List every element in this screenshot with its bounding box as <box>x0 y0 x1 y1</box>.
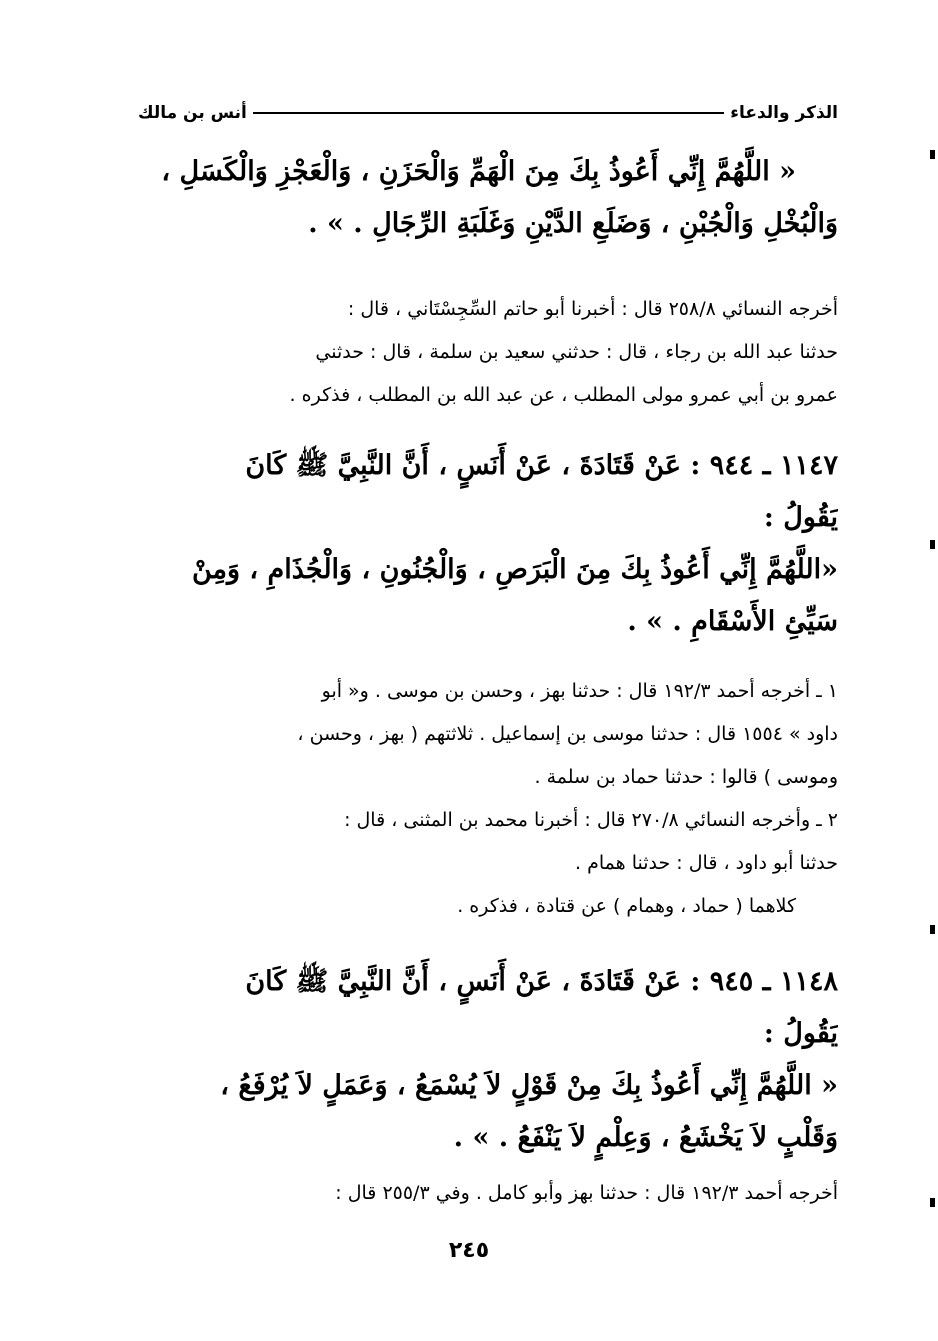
text-line: «اللَّهُمَّ إِنِّي أَعُوذُ بِكَ مِنَ الْبَرَصِ ، وَالْجُنُونِ ، وَالْجُذَامِ ، وَمِنْ <box>191 554 838 585</box>
text-line: عمرو بن أبي عمرو مولى المطلب ، عن عبد الله بن المطلب ، فذكره . <box>289 384 838 406</box>
margin-mark <box>930 150 935 159</box>
text-line: سَيِّئِ الأَسْقَامِ . » . <box>627 606 838 637</box>
hadith-number-line: ١١٤٨ ـ ٩٤٥ : عَنْ قَتَادَةَ ، عَنْ أَنَسٍ ، أَنَّ النَّبِيَّ ﷺ كَانَ <box>245 966 838 997</box>
margin-mark <box>930 540 935 549</box>
margin-mark <box>930 925 935 934</box>
hadith-number-line: ١١٤٧ ـ ٩٤٤ : عَنْ قَتَادَةَ ، عَنْ أَنَسٍ ، أَنَّ النَّبِيَّ ﷺ كَانَ <box>245 450 838 481</box>
text-line: وَالْبُخْلِ وَالْجُبْنِ ، وَضَلَعِ الدَّيْنِ وَغَلَبَةِ الرِّجَالِ . » . <box>308 208 838 239</box>
text-line: « اللَّهُمَّ إِنِّي أَعُوذُ بِكَ مِنْ قَوْلٍ لاَ يُسْمَعُ ، وَعَمَلٍ لاَ يُرْفَعُ ، <box>220 1070 838 1101</box>
margin-mark <box>930 1198 935 1207</box>
header-right-title: الذكر والدعاء <box>730 103 838 123</box>
text-line: كلاهما ( حماد ، وهمام ) عن قتادة ، فذكره . <box>457 895 796 917</box>
takhrij-note-3 <box>138 1172 838 1215</box>
takhrij-note-2 <box>138 670 838 928</box>
supplication-passage-1 <box>138 146 838 250</box>
text-line: داود » ١٥٥٤ قال : حدثنا موسى بن إسماعيل . ثلاثتهم ( بهز ، وحسن ، <box>297 723 838 745</box>
text-line: ٢ ـ وأخرجه النسائي ٢٧٠/٨ قال : أخبرنا محمد بن المثنى ، قال : <box>344 809 838 831</box>
text-line: « اللَّهُمَّ إِنِّي أَعُوذُ بِكَ مِنَ الْهَمِّ وَالْحَزَنِ ، وَالْعَجْزِ وَالْكَسَلِ ، <box>161 156 796 187</box>
header-left-title: أنس بن مالك <box>138 103 247 123</box>
text-line: وموسى ) قالوا : حدثنا حماد بن سلمة . <box>534 766 838 788</box>
hadith-1148 <box>138 956 838 1164</box>
header-rule <box>253 112 724 114</box>
text-line: أخرجه أحمد ١٩٢/٣ قال : حدثنا بهز وأبو كامل . وفي ٢٥٥/٣ قال : <box>335 1182 838 1204</box>
hadith-1147 <box>138 440 838 648</box>
text-line: وَقَلْبٍ لاَ يَخْشَعُ ، وَعِلْمٍ لاَ يَنْفَعُ . » . <box>453 1122 838 1153</box>
text-line: حدثنا عبد الله بن رجاء ، قال : حدثني سعيد بن سلمة ، قال : حدثني <box>315 341 838 363</box>
text-line: يَقُولُ : <box>763 502 838 533</box>
text-line: يَقُولُ : <box>763 1018 838 1049</box>
text-line: حدثنا أبو داود ، قال : حدثنا همام . <box>575 852 838 874</box>
page-number: ٢٤٥ <box>448 1238 490 1263</box>
text-line: أخرجه النسائي ٢٥٨/٨ قال : أخبرنا أبو حاتم السِّجِسْتَاني ، قال : <box>347 298 838 320</box>
running-header <box>138 98 838 128</box>
takhrij-note-1 <box>138 288 838 417</box>
text-line: ١ ـ أخرجه أحمد ١٩٢/٣ قال : حدثنا بهز ، وحسن بن موسى . و« أبو <box>321 680 838 702</box>
